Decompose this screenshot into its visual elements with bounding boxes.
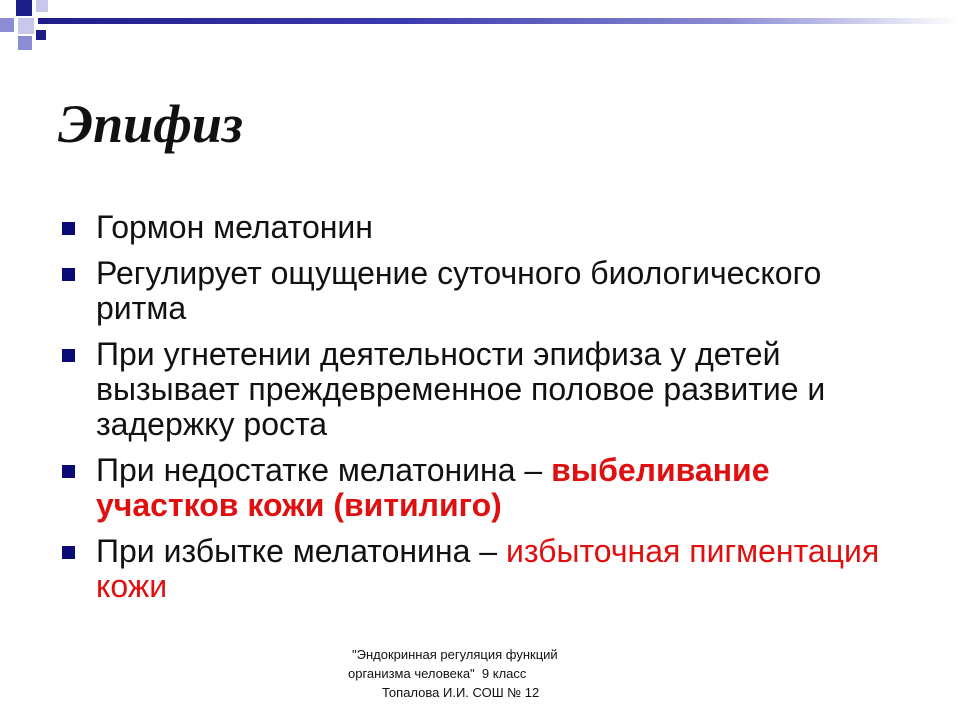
header-bar	[38, 18, 960, 24]
bullet-item	[60, 256, 920, 326]
slide-title: Эпифиз	[58, 94, 243, 154]
deco-square	[36, 30, 46, 40]
bullet-text: При недостатке мелатонина –	[96, 452, 552, 488]
bullet-text: При угнетении деятельности эпифиза у детей вызывает преждевременное половое развитие и задержку роста	[96, 336, 826, 442]
deco-square	[16, 0, 32, 16]
bullet-text: При избытке мелатонина –	[96, 533, 506, 569]
square-bullet-icon	[62, 268, 75, 281]
deco-square	[36, 0, 48, 12]
bullet-item	[60, 453, 920, 523]
footer-line: "Эндокринная регуляция функций	[352, 647, 558, 662]
bullet-list	[60, 210, 920, 615]
bullet-text: Гормон мелатонин	[96, 209, 373, 245]
square-bullet-icon	[62, 349, 75, 362]
deco-square	[18, 36, 32, 50]
footer-line: организма человека" 9 класс	[348, 666, 527, 681]
slide-footer	[348, 645, 648, 702]
bullet-highlight: выбеливание участков кожи (витилиго)	[96, 452, 770, 523]
bullet-text: Регулирует ощущение суточного биологического ритма	[96, 255, 822, 326]
bullet-item	[60, 210, 920, 245]
square-bullet-icon	[62, 465, 75, 478]
bullet-item	[60, 534, 920, 604]
bullet-highlight: избыточная пигментация кожи	[96, 533, 880, 604]
square-bullet-icon	[62, 222, 75, 235]
bullet-item	[60, 337, 920, 442]
footer-line: Топалова И.И. СОШ № 12	[382, 685, 540, 700]
deco-square	[0, 18, 14, 32]
deco-square	[18, 18, 34, 34]
square-bullet-icon	[62, 546, 75, 559]
